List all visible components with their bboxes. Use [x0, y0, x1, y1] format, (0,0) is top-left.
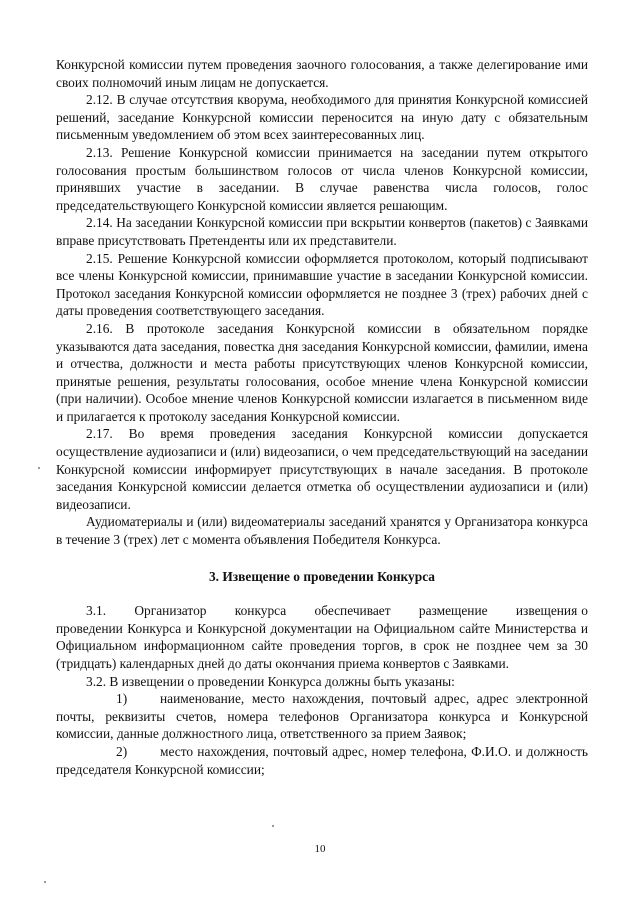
list-item [56, 743, 588, 778]
paragraph-3-2: 3.2. В извещении о проведении Конкурса должны быть указаны: [86, 673, 455, 689]
section-heading: 3. Извещение о проведении Конкурса [208, 568, 436, 584]
scan-speck [44, 881, 46, 883]
list-item-number: 2) [116, 743, 128, 759]
paragraph-2-12: 2.12. В случае отсутствия кворума, необходимого для принятия Конкурсной комиссией решений, заседание Конкурсной комиссии переносится на иную дату с обязательным письменным уведомлением об этом всех заинтересованных лиц. [56, 92, 588, 143]
paragraphs-top [56, 56, 588, 549]
list-item [56, 690, 588, 743]
paragraph-2-16: 2.16. В протоколе заседания Конкурсной комиссии в обязательном порядке указываются дата заседания, повестка дня заседания Конкурсной комиссии, фамилии, имена и отчества, должности и места работы присутствующих членов Конкурсной комиссии, принятые решения, результаты голосования, особое мнение члена Конкурсной комиссии (при наличии). Особое мнение членов Конкурсной комиссии излагается в письменном виде и прилагается к протоколу заседания Конкурсной комиссии. [56, 320, 588, 424]
paragraph-2-13: 2.13. Решение Конкурсной комиссии принимается на заседании путем открытого голосования простым большинством голосов от числа членов Конкурсной комиссии, принявших участие в заседании. В случае равенства числа голосов, голос председательствующего Конкурсной комиссии является решающим. [56, 144, 588, 213]
scan-speck [38, 467, 40, 469]
page-number: 10 [314, 843, 326, 855]
list-item-text: наименование, место нахождения, почтовый адрес, адрес электронной почты, реквизиты счетов, номера телефонов Организатора конкурса и Конкурсной комиссии, данные должностного лица, ответственного за прием Заявок; [56, 691, 588, 742]
paragraph-2-15: 2.15. Решение Конкурсной комиссии оформляется протоколом, который подписывают все члены Конкурсной комиссии, принимавшие участие в заседании Конкурсной комиссии. Протокол заседания Конкурсной комиссии оформляется не позднее 3 (трех) рабочих дней с даты проведения соответствующего заседания. [56, 250, 588, 319]
paragraph-2-17: 2.17. Во время проведения заседания Конкурсной комиссии допускается осуществление аудиозаписи и (или) видеозаписи, о чем председательствующий на заседании Конкурсной комиссии информирует присутствующих в начале заседания. В протоколе заседания Конкурсной комиссии делается отметка об осуществлении аудиозаписи и (или) видеозаписи. [56, 426, 588, 512]
scan-speck [272, 825, 274, 827]
paragraph-audio: Аудиоматериалы и (или) видеоматериалы заседаний хранятся у Организатора конкурса в течение 3 (трех) лет с момента объявления Победителя Конкурса. [56, 514, 588, 548]
paragraph: Конкурсной комиссии путем проведения заочного голосования, а также делегирование ими своих полномочий иным лицам не допускается. [56, 57, 588, 90]
paragraph-3-1: 3.1. Организатор конкурса обеспечивает размещение извещения о проведении Конкурса и Конкурсной документации на Официальном сайте Министерства и Официальном информационном сайте проведения торгов, в срок не позднее чем за 30 (тридцать) календарных дней до даты окончания приема конвертов с Заявками. [56, 603, 592, 671]
paragraph-2-14: 2.14. На заседании Конкурсной комиссии при вскрытии конвертов (пакетов) с Заявками вправе присутствовать Претенденты или их представители. [56, 215, 588, 248]
document-page [56, 56, 592, 778]
list-item-text: место нахождения, почтовый адрес, номер телефона, Ф.И.О. и должность председателя Конкурсной комиссии; [56, 743, 588, 777]
list-item-number: 1) [116, 691, 128, 707]
